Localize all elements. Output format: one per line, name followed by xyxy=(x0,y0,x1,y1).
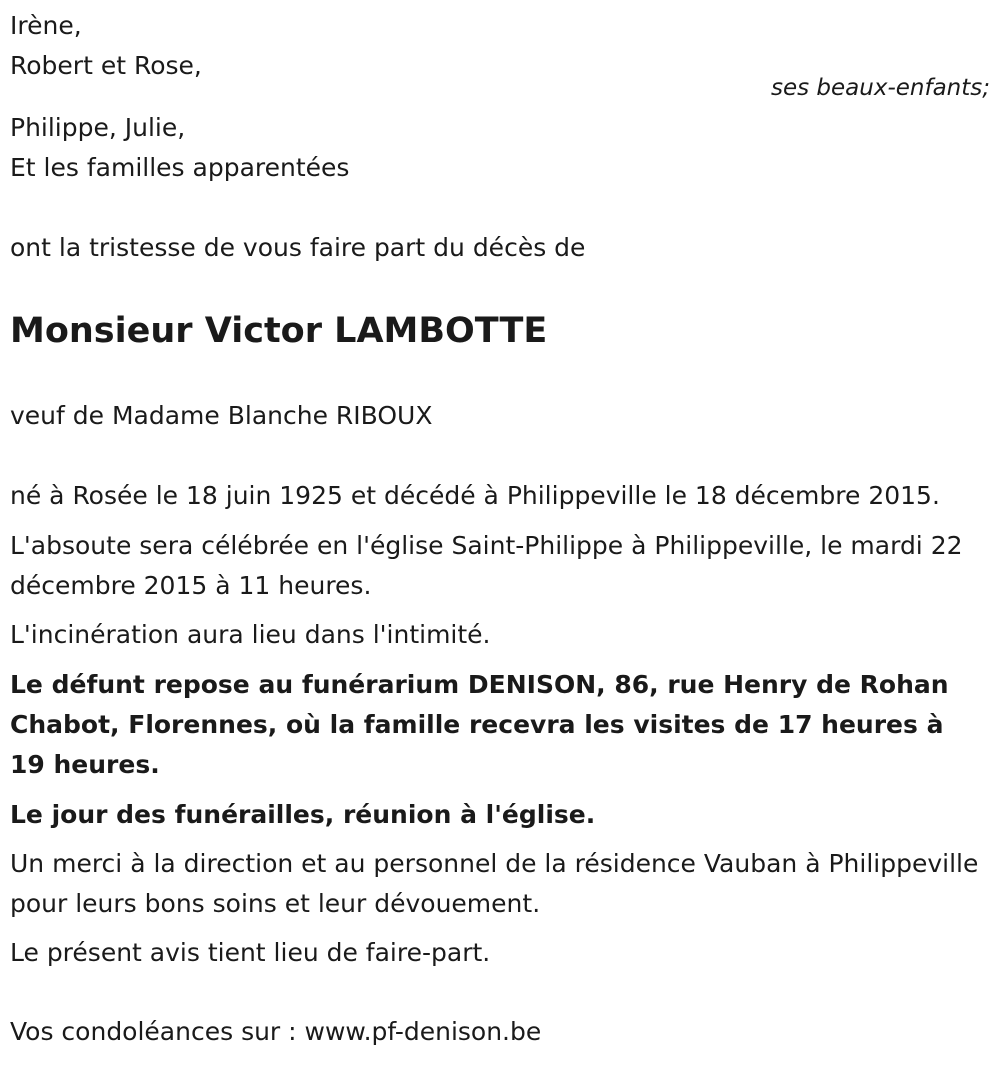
notice-text: Le présent avis tient lieu de faire-part. xyxy=(10,938,491,967)
widow-of: veuf de Madame Blanche RIBOUX xyxy=(10,401,433,430)
announcement-intro: ont la tristesse de vous faire part du décès de xyxy=(10,233,586,262)
cremation-details: L'incinération aura lieu dans l'intimité. xyxy=(10,620,491,649)
family-line-irene: Irène, xyxy=(10,11,82,40)
birth-death-details: né à Rosée le 18 juin 1925 et décédé à Philippeville le 18 décembre 2015. xyxy=(10,481,940,510)
family-line-related-families: Et les familles apparentées xyxy=(10,153,350,182)
ceremony-details: L'absoute sera célébrée en l'église Saint-Philippe à Philippeville, le mardi 22 décembre 2015 à 11 heures. xyxy=(10,531,963,600)
family-line-philippe-julie: Philippe, Julie, xyxy=(10,113,186,142)
family-line-robert-rose: Robert et Rose, xyxy=(10,51,202,80)
funerarium-details: Le défunt repose au funérarium DENISON, 86, rue Henry de Rohan Chabot, Florennes, où la famille recevra les visites de 17 heures à 19 heures. xyxy=(10,670,949,779)
funeral-day-details: Le jour des funérailles, réunion à l'église. xyxy=(10,800,596,829)
beaux-enfants-note: ses beaux-enfants; xyxy=(770,75,990,101)
condolences-link-text: Vos condoléances sur : www.pf-denison.be xyxy=(10,1017,542,1046)
thanks-message: Un merci à la direction et au personnel de la résidence Vauban à Philippeville pour leurs bons soins et leur dévouement. xyxy=(10,849,979,918)
deceased-name: Monsieur Victor LAMBOTTE xyxy=(10,311,548,351)
